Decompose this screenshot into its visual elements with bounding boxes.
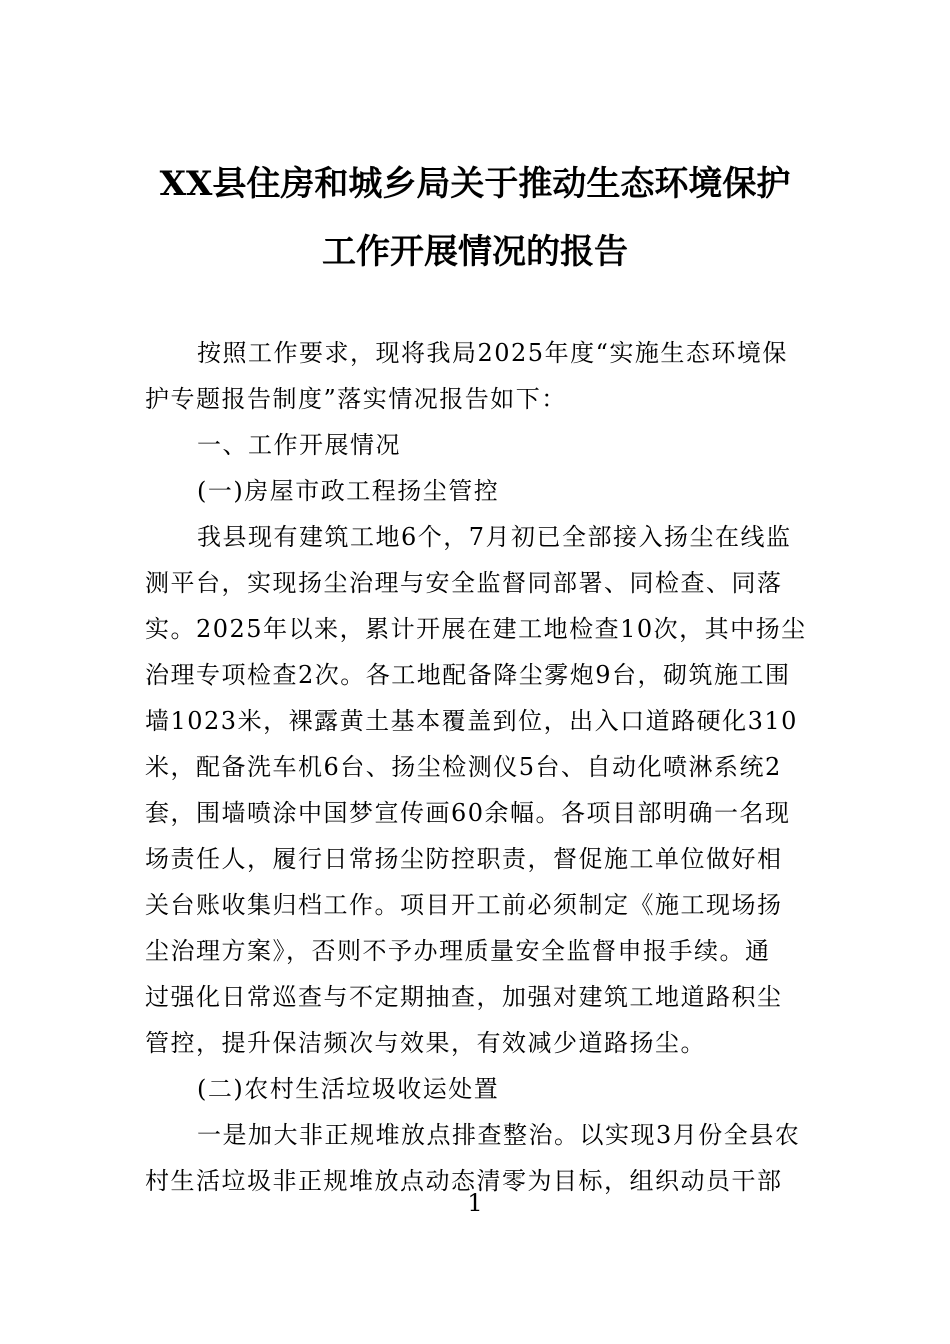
paragraph-intro-line-1: 按照工作要求，现将我局2025年度“实施生态环境保 [197,339,788,367]
paragraph-dust-line-7: 套，围墙喷涂中国梦宣传画60余幅。各项目部明确一名现 [145,799,791,827]
paragraph-dust-line-8: 场责任人，履行日常扬尘防控职责，督促施工单位做好相 [145,845,783,873]
document-body [145,330,805,1204]
document-title-line-1: XX县住房和城乡局关于推动生态环境保护 [159,164,791,204]
page-number: 1 [467,1189,483,1217]
paragraph-dust-line-5: 墙1023米，裸露黄土基本覆盖到位，出入口道路硬化310 [145,707,798,735]
paragraph-garbage-line-2: 村生活垃圾非正规堆放点动态清零为目标，组织动员干部 [145,1167,783,1195]
paragraph-intro-line-2: 护专题报告制度”落实情况报告如下： [145,385,567,413]
paragraph-garbage-line-1: 一是加大非正规堆放点排查整治。以实现3月份全县农 [197,1121,801,1149]
subsection-heading-2: (二)农村生活垃圾收运处置 [197,1075,500,1103]
section-heading-1: 一、工作开展情况 [197,431,401,459]
paragraph-dust-line-2: 测平台，实现扬尘治理与安全监督同部署、同检查、同落 [145,569,783,597]
paragraph-dust-line-10: 尘治理方案》，否则不予办理质量安全监督申报手续。通 [145,937,771,965]
paragraph-dust-line-11: 过强化日常巡查与不定期抽查，加强对建筑工地道路积尘 [145,983,783,1011]
paragraph-dust-line-6: 米，配备洗车机6台、扬尘检测仪5台、自动化喷淋系统2 [145,753,782,781]
paragraph-dust-line-9: 关台账收集归档工作。项目开工前必须制定《施工现场扬 [145,891,783,919]
paragraph-dust-line-12: 管控，提升保洁频次与效果，有效减少道路扬尘。 [145,1029,706,1057]
paragraph-dust-line-4: 治理专项检查2次。各工地配备降尘雾炮9台，砌筑施工围 [145,661,791,689]
document-title-line-2: 工作开展情况的报告 [322,232,628,272]
paragraph-dust-line-3: 实。2025年以来，累计开展在建工地检查10次，其中扬尘 [145,615,807,643]
subsection-heading-1: (一)房屋市政工程扬尘管控 [197,477,500,505]
paragraph-dust-line-1: 我县现有建筑工地6个，7月初已全部接入扬尘在线监 [197,523,792,551]
